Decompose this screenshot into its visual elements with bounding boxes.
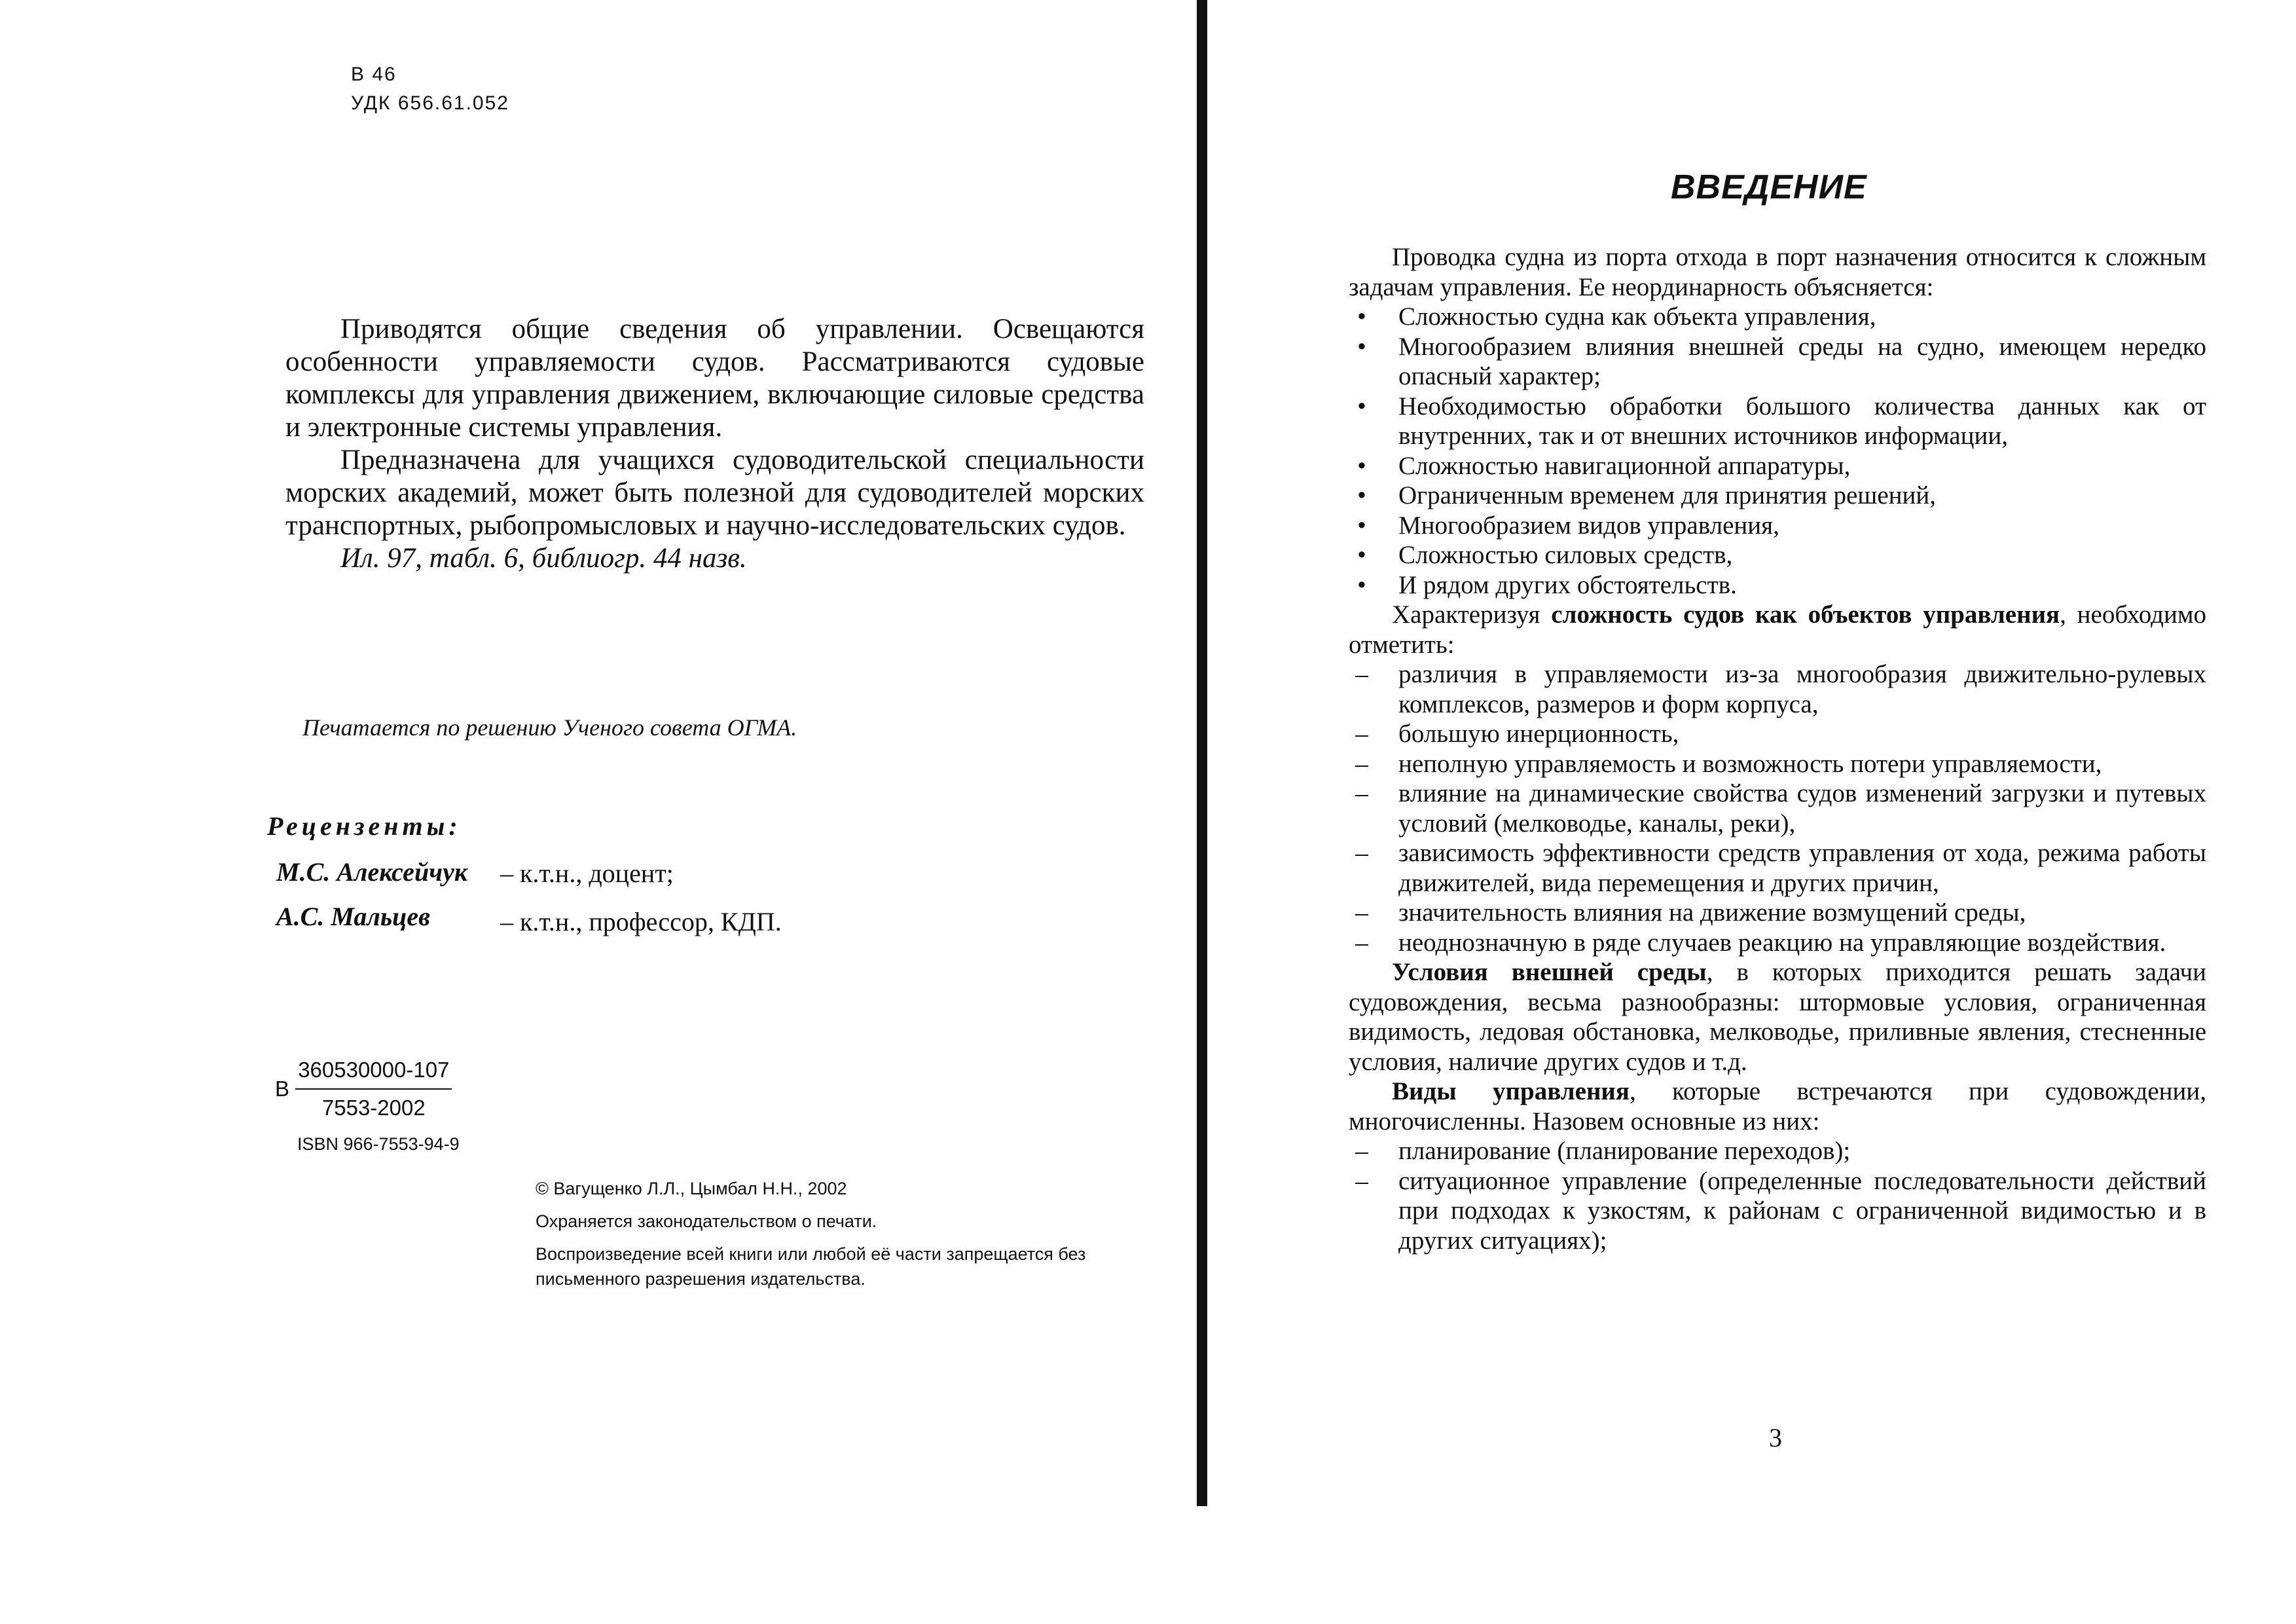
list-item: – зависимость эффективности средств управления от хода, режима работы движителей, вида перемещения и других причин, bbox=[1355, 839, 2206, 897]
reviewer-title: – к.т.н., профессор, КДП. bbox=[500, 907, 782, 936]
reviewer-name: А.С. Мальцев bbox=[276, 902, 431, 931]
reproduction-notice: Воспроизведение всей книги или любой её части запрещается без письменного разрешения издательства. bbox=[536, 1244, 1086, 1289]
classifier-prefix: В bbox=[275, 1077, 290, 1101]
list-item: – неоднозначную в ряде случаев реакцию на управляющие воздействия. bbox=[1355, 928, 2166, 957]
reviewer-title: – к.т.н., доцент; bbox=[500, 858, 674, 888]
list-item: – большую инерционность, bbox=[1355, 720, 1679, 748]
list-item: • И рядом других обстоятельств. bbox=[1357, 570, 1737, 599]
udc-code: УДК 656.61.052 bbox=[351, 92, 509, 114]
body-paragraph: Характеризуя сложность судов как объектов управления, необходимо отметить: bbox=[1349, 600, 2207, 659]
classifier-denominator: 7553-2002 bbox=[321, 1096, 426, 1120]
list-item: – ситуационное управление (определенные последовательности действий при подходах к узкостям, к районам с ограниченной видимостью и в других ситуациях); bbox=[1355, 1166, 2206, 1255]
abstract-paragraph: Приводятся общие сведения об управлении. Освещаются особенности управляемости судов. Рассматриваются судовые комплексы для управления движением, включающие силовые средства и электронные системы управления. bbox=[285, 314, 1144, 443]
isbn: ISBN 966-7553-94-9 bbox=[297, 1134, 460, 1154]
page-number: 3 bbox=[1769, 1423, 1782, 1452]
list-item: – значительность влияния на движение возмущений среды, bbox=[1355, 898, 2026, 927]
copyright-line: © Вагущенко Л.Л., Цымбал Н.Н., 2002 bbox=[536, 1179, 847, 1198]
dash-list bbox=[1349, 1136, 2206, 1255]
catalog-codes bbox=[351, 60, 509, 118]
reviewers-heading: Рецензенты: bbox=[267, 811, 462, 841]
protected-line: Охраняется законодательством о печати. bbox=[536, 1211, 877, 1231]
intro-paragraph: Проводка судна из порта отхода в порт назначения относится к сложным задачам управления. Ее неординарность объясняется: bbox=[1349, 243, 2206, 301]
list-item: – различия в управляемости из-за многообразия движительно-рулевых комплексов, размеров и форм корпуса, bbox=[1355, 660, 2206, 718]
reviewer-name: М.С. Алексейчук bbox=[276, 857, 468, 887]
classifier-numerator: 360530000-107 bbox=[295, 1052, 452, 1090]
abstract-paragraph: Предназначена для учащихся судоводительской специальности морских академий, может быть полезной для судоводителей морских транспортных, рыбопромысловых и научно-исследовательских судов. bbox=[285, 445, 1144, 541]
print-approval-note: Печатается по решению Ученого совета ОГМА. bbox=[302, 714, 797, 741]
list-item: – влияние на динамические свойства судов изменений загрузки и путевых условий (мелководье, каналы, реки), bbox=[1355, 779, 2206, 838]
copyright-block bbox=[536, 1176, 1138, 1299]
chapter-title: ВВЕДЕНИЕ bbox=[1671, 168, 1867, 206]
list-item: • Сложностью судна как объекта управления, bbox=[1357, 303, 1876, 331]
list-item: • Сложностью силовых средств, bbox=[1357, 541, 1733, 569]
list-item: • Сложностью навигационной аппаратуры, bbox=[1357, 451, 1851, 480]
bibliography-note: Ил. 97, табл. 6, библиогр. 44 назв. bbox=[340, 543, 747, 574]
list-item: – неполную управляемость и возможность потери управляемости, bbox=[1355, 749, 2102, 778]
body-paragraph: Виды управления, которые встречаются при судовождении, многочисленны. Назовем основные из них: bbox=[1349, 1077, 2206, 1135]
introduction-body bbox=[1349, 242, 2206, 1255]
publication-classifier bbox=[275, 1052, 452, 1126]
bbk-code: В 46 bbox=[351, 64, 397, 85]
list-item: – планирование (планирование переходов); bbox=[1355, 1137, 1851, 1165]
abstract bbox=[285, 313, 1144, 575]
list-item: • Ограниченным временем для принятия решений, bbox=[1357, 481, 1936, 509]
dash-list bbox=[1349, 659, 2206, 957]
list-item: • Необходимостью обработки большого количества данных как от внутренних, так и от внешних источников информации, bbox=[1357, 392, 2206, 450]
list-item: • Многообразием видов управления, bbox=[1357, 511, 1779, 540]
page-binding-divider bbox=[1197, 0, 1207, 1506]
body-paragraph: Условия внешней среды, в которых приходится решать задачи судовождения, весьма разнообразны: штормовые условия, ограниченная видимость, ледовая обстановка, мелководье, приливные явления, стесненные условия, наличие других судов и т.д. bbox=[1349, 958, 2206, 1076]
bullet-list bbox=[1349, 302, 2206, 600]
list-item: • Многообразием влияния внешней среды на судно, имеющем нередко опасный характер; bbox=[1357, 332, 2206, 390]
